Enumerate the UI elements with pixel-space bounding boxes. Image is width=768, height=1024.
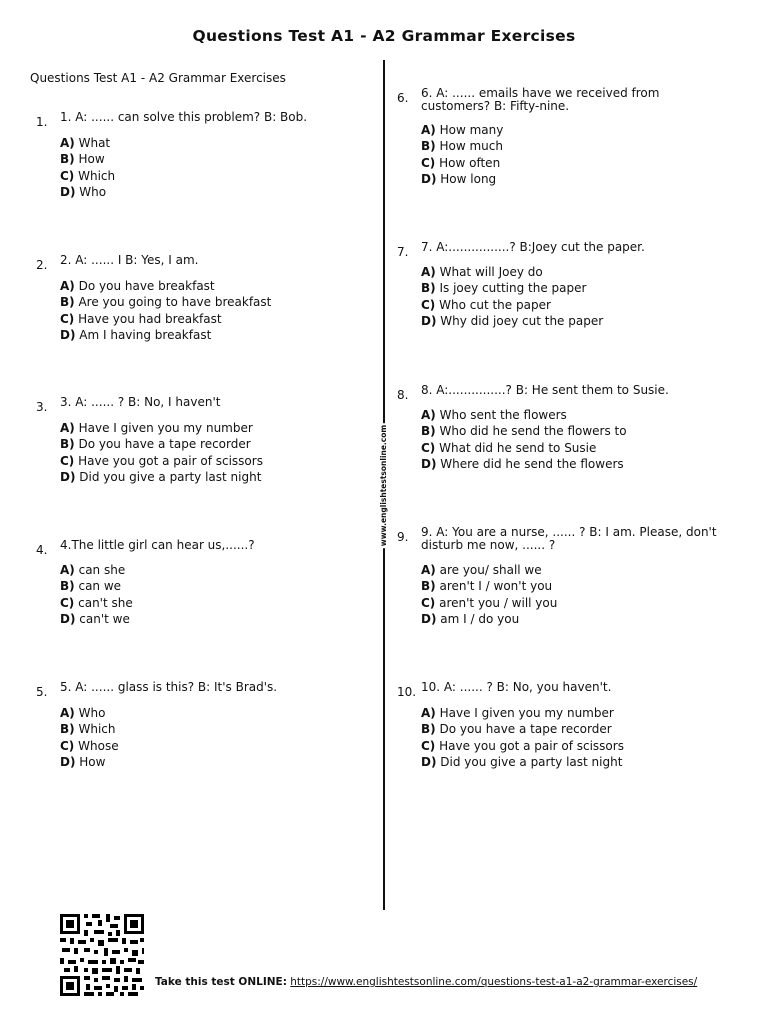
option-a[interactable]: A) Who [60,706,106,720]
options [421,124,503,189]
option-b[interactable]: B) How much [421,139,503,154]
option-b[interactable]: B) Do you have a tape recorder [60,437,251,452]
option-d[interactable]: D) Am I having breakfast [60,327,212,342]
question-text: 8. A:...............? B: He sent them to Susie. [421,383,669,397]
question-number: 9. [397,530,409,544]
question-number: 7. [397,245,409,259]
option-a[interactable]: A) Who sent the flowers [421,408,567,422]
question-text: 4.The little girl can hear us,......? [60,538,255,552]
option-b[interactable]: B) Is joey cutting the paper [421,281,587,296]
option-a[interactable]: A) are you/ shall we [421,563,542,577]
option-d[interactable]: D) am I / do you [421,611,520,626]
question-number: 3. [36,400,48,414]
option-d[interactable]: D) Who [60,184,107,199]
option-a[interactable]: A) Do you have breakfast [60,279,215,293]
option-a[interactable]: A) How many [421,123,504,137]
option-c[interactable]: C) Which [60,168,116,183]
page-subtitle: Questions Test A1 - A2 Grammar Exercises [30,71,286,85]
option-b[interactable]: B) can we [60,579,122,594]
option-c[interactable]: C) aren't you / will you [421,595,558,610]
option-a[interactable]: A) Have I given you my number [60,421,253,435]
options [60,564,133,629]
test-online-link[interactable]: https://www.englishtestsonline.com/questions-test-a1-a2-grammar-exercises/ [290,976,698,988]
option-b[interactable]: B) Are you going to have breakfast [60,295,272,310]
question-number: 10. [397,685,417,699]
option-c[interactable]: C) Who cut the paper [421,297,551,312]
option-c[interactable]: C) How often [421,155,501,170]
question-text: 9. A: You are a nurse, ...... ? B: I am. Please, don't disturb me now, ...... ? [421,525,717,552]
option-b[interactable]: B) aren't I / won't you [421,579,553,594]
page-title: Questions Test A1 - A2 Grammar Exercises [192,27,576,45]
options [421,707,624,772]
question-text: 7. A:................? B:Joey cut the paper. [421,240,645,254]
question-number: 2. [36,258,48,272]
options [60,280,271,345]
option-d[interactable]: D) How [60,754,106,769]
options [421,409,627,474]
question-text: 2. A: ...... I B: Yes, I am. [60,253,199,267]
option-c[interactable]: C) Have you got a pair of scissors [421,738,624,753]
question-text: 1. A: ...... can solve this problem? B: Bob. [60,110,308,124]
question-number: 4. [36,543,48,557]
option-c[interactable]: C) What did he send to Susie [421,440,597,455]
option-d[interactable]: D) Did you give a party last night [60,469,262,484]
options [421,266,603,331]
option-a[interactable]: A) Have I given you my number [421,706,614,720]
option-a[interactable]: A) What will Joey do [421,265,543,279]
question-text: 5. A: ...... glass is this? B: It's Brad's. [60,680,278,694]
site-text: www.englishtestsonline.com [379,424,389,546]
question-text: 10. A: ...... ? B: No, you haven't. [421,680,612,694]
option-c[interactable]: C) Have you got a pair of scissors [60,453,263,468]
option-b[interactable]: B) Who did he send the flowers to [421,424,627,439]
option-d[interactable]: D) Why did joey cut the paper [421,313,604,328]
footer [155,976,697,988]
question-number: 8. [397,388,409,402]
options [60,137,115,202]
option-d[interactable]: D) Did you give a party last night [421,754,623,769]
option-d[interactable]: D) can't we [60,611,130,626]
question-number: 5. [36,685,48,699]
option-a[interactable]: A) can she [60,563,126,577]
option-d[interactable]: D) How long [421,171,497,186]
question-text: 3. A: ...... ? B: No, I haven't [60,395,221,409]
option-b[interactable]: B) Do you have a tape recorder [421,722,612,737]
question-text: 6. A: ...... emails have we received from customers? B: Fifty-nine. [421,86,660,113]
option-b[interactable]: B) Which [60,722,116,737]
option-d[interactable]: D) Where did he send the flowers [421,456,624,471]
options [60,422,263,487]
question-number: 1. [36,115,48,129]
option-c[interactable]: C) can't she [60,595,133,610]
qr-code-icon[interactable] [58,912,146,998]
option-a[interactable]: A) What [60,136,111,150]
options [60,707,119,772]
options [421,564,557,629]
option-c[interactable]: C) Have you had breakfast [60,311,222,326]
vertical-site-label [377,420,391,550]
option-c[interactable]: C) Whose [60,738,119,753]
question-number: 6. [397,91,409,105]
option-b[interactable]: B) How [60,152,105,167]
footer-label: Take this test ONLINE: [155,976,287,988]
